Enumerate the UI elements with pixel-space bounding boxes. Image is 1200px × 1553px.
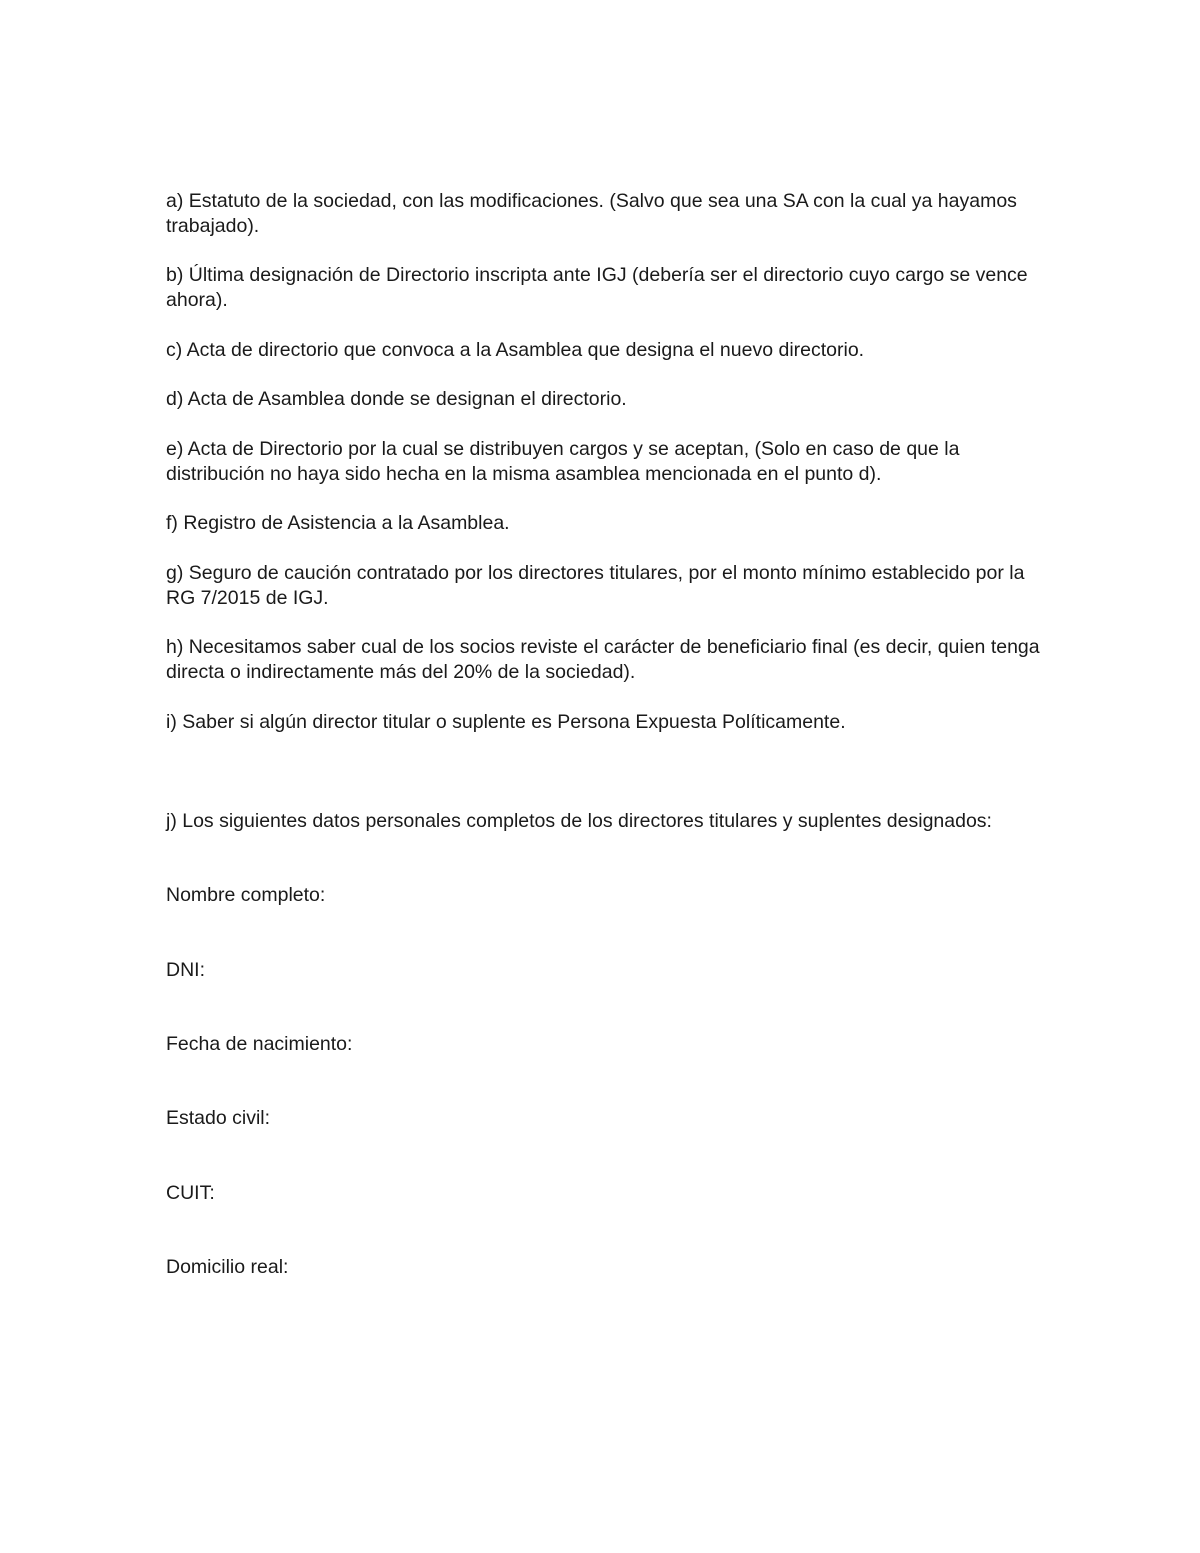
requirement-j xyxy=(166,759,1046,1329)
field-dni: DNI: xyxy=(166,958,205,981)
requirement-b: b) Última designación de Directorio inscripta ante IGJ (debería ser el directorio cuyo cargo se vence ahora). xyxy=(166,264,1034,312)
requirement-g: g) Seguro de caución contratado por los directores titulares, por el monto mínimo establecido por la RG 7/2015 de IGJ. xyxy=(166,561,1030,609)
requirement-f: f) Registro de Asistencia a la Asamblea. xyxy=(166,512,510,535)
field-cuit: CUIT: xyxy=(166,1181,215,1204)
requirement-a: a) Estatuto de la sociedad, con las modificaciones. (Salvo que sea una SA con la cual ya hayamos trabajado). xyxy=(166,190,1023,237)
field-fecha-nacimiento: Fecha de nacimiento: xyxy=(166,1033,353,1056)
requirement-h: h) Necesitamos saber cual de los socios reviste el carácter de beneficiario final (es decir, quien tenga directa o indirectamente más del 20% de la sociedad). xyxy=(166,636,1046,684)
document-body xyxy=(166,189,1046,1330)
requirement-d: d) Acta de Asamblea donde se designan el directorio. xyxy=(166,388,627,411)
field-domicilio-real: Domicilio real: xyxy=(166,1256,289,1279)
requirement-c: c) Acta de directorio que convoca a la Asamblea que designa el nuevo directorio. xyxy=(166,338,865,361)
requirement-j-intro: j) Los siguientes datos personales completos de los directores titulares y suplentes designados: xyxy=(166,809,992,832)
field-nombre-completo: Nombre completo: xyxy=(166,884,326,907)
requirement-e: e) Acta de Directorio por la cual se distribuyen cargos y se aceptan, (Solo en caso de que la distribución no haya sido hecha en la misma asamblea mencionada en el punto d). xyxy=(166,437,965,485)
requirement-i: i) Saber si algún director titular o suplente es Persona Expuesta Políticamente. xyxy=(166,710,846,733)
field-estado-civil: Estado civil: xyxy=(166,1107,271,1130)
